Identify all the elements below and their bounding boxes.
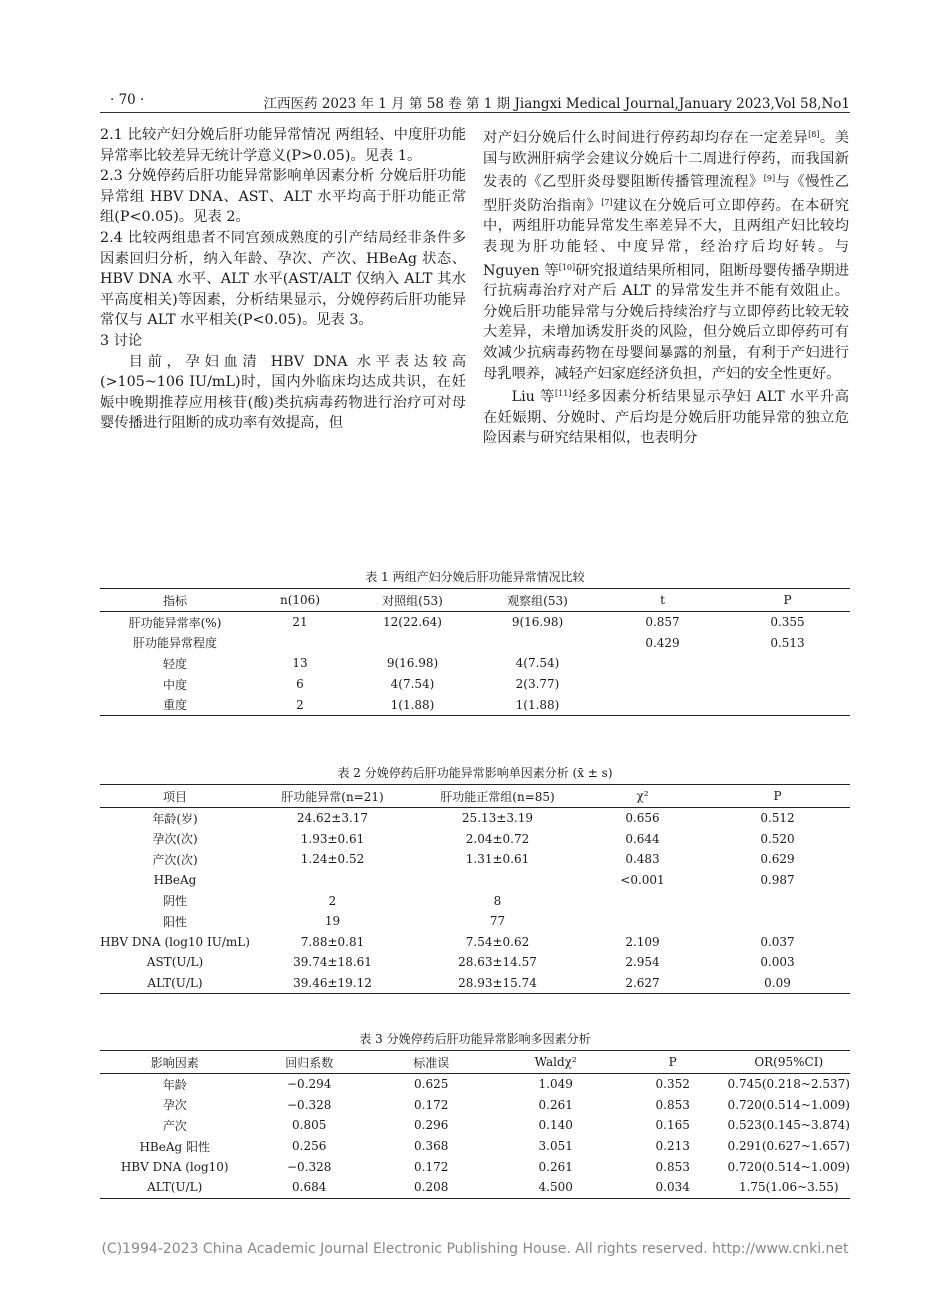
- section-2-4: 2.4 比较两组患者不同宫颈成熟度的引产结局经非条件多因素回归分析，纳入年龄、孕次、产次、HBeAg 状态、HBV DNA 水平、ALT 水平(AST/ALT 仅纳入 ALT 其水平高度相关)等因素，分析结果显示，分娩停药后肝功能异常仅与 ALT 水平相关(P<0.05)。见表 3。: [100, 229, 466, 329]
- table-row: [100, 808, 850, 829]
- table-cell: 2.954: [625, 955, 660, 970]
- table-cell: 0.853: [655, 1097, 690, 1112]
- table-cell: [600, 653, 725, 674]
- table-cell: 77: [489, 914, 506, 929]
- table-3-caption: 表 3 分娩停药后肝功能异常影响多因素分析: [359, 1032, 591, 1046]
- column-header: P: [618, 1051, 728, 1074]
- table-cell: 4(7.54): [390, 677, 435, 692]
- table-cell: 0.483: [625, 852, 660, 867]
- citation: [9]: [763, 174, 776, 184]
- table-cell: 0.09: [705, 973, 850, 994]
- table-1-grid: [100, 588, 850, 716]
- table-cell: 0.857: [645, 615, 680, 630]
- table-1-caption: 表 1 两组产妇分娩后肝功能异常情况比较: [365, 570, 585, 584]
- table-cell: [600, 674, 725, 695]
- table-row: [100, 932, 850, 953]
- table-cell: 21: [292, 615, 308, 630]
- table-cell: 1(1.88): [350, 694, 475, 715]
- table-cell: [350, 633, 475, 654]
- table-cell: −0.294: [287, 1077, 332, 1092]
- table-cell: 0.296: [414, 1118, 449, 1133]
- liu-paragraph: Liu 等[11]经多因素分析结果显示孕妇 ALT 水平升高在妊娠期、分娩时、产后均是分娩后肝功能异常的独立危险因素与研究结果相似，也表明分: [483, 389, 849, 447]
- column-header: 标准误: [369, 1051, 493, 1074]
- table-cell: 0.355: [770, 615, 805, 630]
- table-row: [100, 829, 850, 850]
- table-cell: 25.13±3.19: [461, 811, 534, 826]
- table-cell: −0.328: [287, 1097, 332, 1112]
- table-cell: 0.520: [760, 831, 795, 846]
- table-cell: 2: [328, 893, 337, 908]
- table-cell: 28.63±14.57: [458, 955, 537, 970]
- table-row: [100, 653, 850, 674]
- discussion-continued: 对产妇分娩后什么时间进行停药却均存在一定差异[8]。美国与欧洲肝病学会建议分娩后十二周进行停药，而我国新发表的《乙型肝炎母婴阻断传播管理流程》[9]与《慢性乙型肝炎防治指南》[7]建议在分娩后可立即停药。在本研究中，两组肝功能异常发生率差异不大，且两组产妇比较均表现为肝功能轻、中度异常，经治疗后均好转。与 Nguyen 等[10]研究报道结果所相同，阻断母婴传播孕期进行抗病毒治疗对产后 ALT 的异常发生并不能有效阻止。分娩后肝功能异常与分娩后持续治疗与立即停药比较无较大差异，未增加诱发肝炎的风险，但分娩后立即停药可有效减少抗病毒药物在母婴间暴露的剂量，有利于产妇进行母乳喂养，减轻产妇家庭经济负担，产妇的安全性更好。: [483, 130, 850, 382]
- table-cell: [725, 674, 850, 695]
- table-cell: 7.54±0.62: [465, 934, 530, 949]
- journal-info: 江西医药 2023 年 1 月 第 58 卷 第 1 期 Jiangxi Medical Journal,January 2023,Vol 58,No1: [263, 96, 850, 112]
- table-cell: 6: [296, 677, 304, 692]
- table-cell: [580, 911, 705, 932]
- table-cell: [580, 890, 705, 911]
- table-row: [100, 1177, 850, 1198]
- table-cell: 年龄(岁): [152, 811, 198, 826]
- table-row: [100, 1074, 850, 1095]
- table-cell: [725, 694, 850, 715]
- table-cell: 孕次: [162, 1098, 187, 1113]
- table-cell: 2.627: [580, 973, 705, 994]
- table-cell: 0.745(0.218~2.537): [727, 1077, 850, 1092]
- table-cell: 0.720(0.514~1.009): [727, 1097, 850, 1112]
- table-cell: 24.62±3.17: [296, 811, 369, 826]
- table-row: [100, 1136, 850, 1157]
- table-row: [100, 612, 850, 633]
- column-header: 观察组(53): [475, 589, 600, 612]
- table-row: [100, 1095, 850, 1116]
- table-cell: 0.656: [625, 811, 660, 826]
- table-row: [100, 952, 850, 973]
- column-header: 肝功能正常组(n=85): [415, 785, 580, 808]
- table-cell: 7.88±0.81: [300, 934, 365, 949]
- column-header: 对照组(53): [350, 589, 475, 612]
- column-header: 肝功能异常(n=21): [250, 785, 415, 808]
- table-cell: 0.853: [655, 1159, 690, 1174]
- table-cell: HBV DNA (log10 IU/mL): [100, 934, 250, 949]
- table-cell: 孕次(次): [152, 832, 198, 847]
- column-header: 项目: [100, 785, 250, 808]
- table-cell: 0.261: [538, 1097, 573, 1112]
- table-row: [100, 633, 850, 654]
- table-cell: HBV DNA (log10): [120, 1159, 229, 1174]
- column-header: 回归系数: [249, 1051, 369, 1074]
- table-cell: 0.037: [760, 934, 795, 949]
- table-cell: 0.429: [645, 635, 680, 650]
- table-cell: 肝功能异常率(%): [128, 615, 222, 630]
- table-cell: [250, 633, 350, 654]
- table-cell: 阳性: [162, 914, 187, 929]
- table-row: [100, 911, 850, 932]
- table-cell: <0.001: [620, 873, 665, 888]
- right-column: [483, 125, 849, 449]
- table-cell: 39.74±18.61: [293, 955, 372, 970]
- table-cell: 0.165: [655, 1118, 690, 1133]
- section-2-3: 2.3 分娩停药后肝功能异常影响单因素分析 分娩后肝功能异常组 HBV DNA、AST、ALT 水平均高于肝功能正常组(P<0.05)。见表 2。: [100, 168, 466, 226]
- table-cell: 1.75(1.06~3.55): [727, 1177, 850, 1198]
- table-3: [100, 1028, 850, 1199]
- column-header: OR(95%CI): [727, 1051, 850, 1074]
- table-cell: 1.24±0.52: [300, 852, 365, 867]
- table-2-grid: [100, 784, 850, 994]
- table-3-grid: [100, 1050, 850, 1199]
- copyright-footer: (C)1994-2023 China Academic Journal Electronic Publishing House. All rights reserved. http://www.cnki.net: [101, 1241, 849, 1257]
- table-cell: 产次(次): [152, 852, 198, 867]
- table-cell: 0.172: [414, 1097, 449, 1112]
- discussion-paragraph: 目前，孕妇血清 HBV DNA 水平表达较高(>105~106 IU/mL)时，国内外临床均达成共识，在妊娠中晚期推荐应用核苷(酸)类抗病毒药物进行治疗可对母婴传播进行阻断的成功率有效提高，但: [100, 353, 466, 432]
- table-1: [100, 566, 850, 716]
- table-row: [100, 674, 850, 695]
- table-cell: 轻度: [162, 656, 187, 671]
- table-cell: 0.291(0.627~1.657): [727, 1139, 850, 1154]
- table-cell: 28.93±15.74: [415, 973, 580, 994]
- citation: [10]: [558, 262, 576, 272]
- left-column: [100, 125, 466, 434]
- table-2: [100, 762, 850, 994]
- column-header: 影响因素: [100, 1051, 249, 1074]
- table-cell: 0.140: [538, 1118, 573, 1133]
- table-cell: 1(1.88): [475, 694, 600, 715]
- table-cell: 重度: [100, 694, 250, 715]
- table-cell: 0.172: [414, 1159, 449, 1174]
- table-cell: 0.213: [655, 1139, 690, 1154]
- citation: [7]: [601, 197, 613, 207]
- table-cell: 1.93±0.61: [300, 831, 365, 846]
- column-header: P: [705, 785, 850, 808]
- table-cell: 39.46±19.12: [250, 973, 415, 994]
- table-cell: 阴性: [162, 894, 187, 909]
- column-header: n(106): [250, 589, 350, 612]
- table-cell: 0.684: [249, 1177, 369, 1198]
- table-cell: 2.109: [625, 934, 660, 949]
- page-number: · 70 ·: [110, 92, 145, 108]
- table-cell: [475, 633, 600, 654]
- table-cell: 0.513: [770, 635, 805, 650]
- table-cell: 2.04±0.72: [465, 831, 530, 846]
- citation: [11]: [555, 389, 572, 399]
- table-cell: 4(7.54): [515, 656, 560, 671]
- table-cell: 0.805: [292, 1118, 327, 1133]
- table-cell: HBeAg: [153, 873, 197, 888]
- section-2-1: 2.1 比较产妇分娩后肝功能异常情况 两组轻、中度肝功能异常率比较差异无统计学意义(P>0.05)。见表 1。: [100, 127, 466, 164]
- table-cell: 0.261: [538, 1159, 573, 1174]
- citation: [8]: [808, 130, 820, 139]
- table-cell: [705, 890, 850, 911]
- table-cell: 0.034: [618, 1177, 728, 1198]
- table-cell: [250, 870, 415, 891]
- table-cell: 0.987: [760, 873, 795, 888]
- table-row: [100, 890, 850, 911]
- table-cell: AST(U/L): [146, 955, 204, 970]
- table-cell: 1.049: [538, 1077, 573, 1092]
- table-cell: ALT(U/L): [100, 973, 250, 994]
- table-cell: 0.352: [655, 1077, 690, 1092]
- table-cell: 产次: [162, 1118, 187, 1133]
- table-row: [100, 973, 850, 994]
- table-cell: 8: [493, 893, 502, 908]
- table-cell: 0.644: [625, 831, 660, 846]
- table-cell: [600, 694, 725, 715]
- table-cell: 19: [324, 914, 341, 929]
- table-row: [100, 870, 850, 891]
- table-cell: 年龄: [162, 1077, 187, 1092]
- table-cell: 0.256: [292, 1139, 327, 1154]
- table-cell: 3.051: [538, 1139, 573, 1154]
- table-row: [100, 694, 850, 715]
- table-cell: 1.31±0.61: [465, 852, 530, 867]
- table-cell: 肝功能异常程度: [132, 636, 217, 651]
- table-cell: 4.500: [493, 1177, 618, 1198]
- table-cell: ALT(U/L): [100, 1177, 249, 1198]
- table-cell: 0.629: [760, 852, 795, 867]
- table-cell: [415, 870, 580, 891]
- column-header: 指标: [100, 589, 250, 612]
- table-cell: 0.523(0.145~3.874): [727, 1118, 850, 1133]
- table-cell: [705, 911, 850, 932]
- table-cell: 0.208: [369, 1177, 493, 1198]
- table-cell: 0.625: [414, 1077, 449, 1092]
- table-cell: 2(3.77): [515, 677, 560, 692]
- table-row: [100, 1156, 850, 1177]
- column-header: χ²: [580, 785, 705, 808]
- table-row: [100, 1115, 850, 1136]
- table-cell: 0.368: [414, 1139, 449, 1154]
- table-cell: HBeAg 阳性: [139, 1139, 210, 1154]
- table-cell: 0.003: [760, 955, 795, 970]
- table-cell: [725, 653, 850, 674]
- table-cell: 9(16.98): [386, 656, 439, 671]
- table-cell: 2: [250, 694, 350, 715]
- column-header: t: [600, 589, 725, 612]
- table-cell: 9(16.98): [511, 615, 564, 630]
- table-cell: −0.328: [287, 1159, 332, 1174]
- table-2-caption: 表 2 分娩停药后肝功能异常影响单因素分析 (x̄ ± s): [337, 766, 613, 780]
- column-header: Waldχ²: [493, 1051, 618, 1074]
- table-cell: 0.720(0.514~1.009): [727, 1159, 850, 1174]
- section-3-heading: 3 讨论: [100, 332, 143, 349]
- table-cell: 0.512: [760, 811, 795, 826]
- column-header: P: [725, 589, 850, 612]
- page-header: [100, 90, 850, 113]
- table-cell: 12(22.64): [383, 615, 442, 630]
- table-cell: 13: [292, 656, 308, 671]
- table-row: [100, 849, 850, 870]
- table-cell: 中度: [162, 677, 187, 692]
